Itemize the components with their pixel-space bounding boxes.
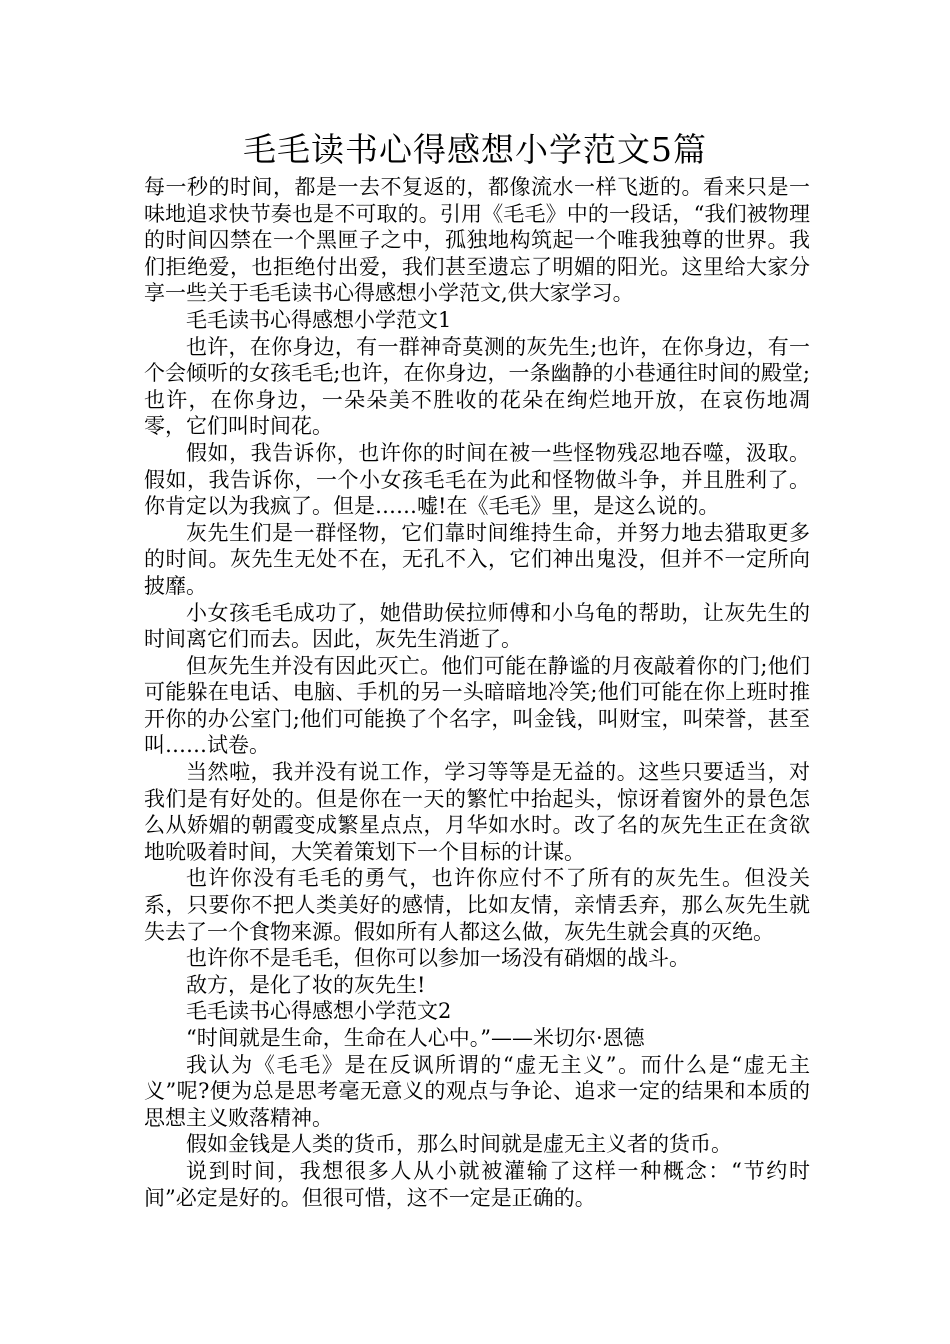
paragraph: 也许你不是毛毛，但你可以参加一场没有硝烟的战斗。 [186,946,690,971]
paragraph: 敌方，是化了妆的灰先生! [186,972,426,997]
paragraph: 灰先生们是一群怪物，它们靠时间维持生命，并努力地去猎取更多的时间。灰先生无处不在，无孔不入，它们神出鬼没，但并不一定所向披靡。 [144,520,810,598]
paragraph: 假如，我告诉你，也许你的时间在被一些怪物残忍地吞噬，汲取。假如，我告诉你，一个小女孩毛毛在为此和怪物做斗争，并且胜利了。你肯定以为我疯了。但是……嘘!在《毛毛》里，是这么说的。 [144,440,810,519]
paragraph: 假如金钱是人类的货币，那么时间就是虚无主义者的货币。 [186,1132,732,1157]
paragraph: 当然啦，我并没有说工作，学习等等是无益的。这些只要适当，对我们是有好处的。但是你在一天的繁忙中抬起头，惊讶着窗外的景色怎么从娇媚的朝霞变成繁星点点，月华如水时。改了名的灰先生正在贪欲地吮吸着时间，大笑着策划下一个目标的计谋。 [144,760,810,864]
paragraph: 但灰先生并没有因此灭亡。他们可能在静谧的月夜敲着你的门;他们可能躲在电话、电脑、手机的另一头暗暗地冷笑;他们可能在你上班时推开你的办公室门;他们可能换了个名字，叫金钱，叫财宝，叫荣誉，甚至叫……试卷。 [144,653,810,758]
paragraph-intro: 每一秒的时间，都是一去不复返的，都像流水一样飞逝的。看来只是一味地追求快节奏也是不可取的。引用《毛毛》中的一段话，“我们被物理的时间囚禁在一个黑匣子之中，孤独地构筑起一个唯我独尊的世界。我们拒绝爱，也拒绝付出爱，我们甚至遗忘了明媚的阳光。这里给大家分享一些关于毛毛读书心得感想小学范文,供大家学习。 [144,175,810,306]
section-heading-1: 毛毛读书心得感想小学范文1 [186,307,452,332]
paragraph: 也许，在你身边，有一群神奇莫测的灰先生;也许，在你身边，有一个会倾听的女孩毛毛;也许，在你身边，一条幽静的小巷通往时间的殿堂;也许，在你身边，一朵朵美不胜收的花朵在绚烂地开放，在哀伤地凋零，它们叫时间花。 [144,334,810,439]
document-body [144,174,810,1211]
paragraph: 小女孩毛毛成功了，她借助侯拉师傅和小乌龟的帮助，让灰先生的时间离它们而去。因此，灰先生消逝了。 [144,600,810,652]
document-title: 毛毛读书心得感想小学范文5篇 [243,130,707,169]
paragraph: 说到时间，我想很多人从小就被灌输了这样一种概念：“节约时间”必定是好的。但很可惜，这不一定是正确的。 [144,1158,810,1210]
paragraph: 我认为《毛毛》是在反讽所谓的“虚无主义”。而什么是“虚无主义”呢?便为总是思考毫无意义的观点与争论、追求一定的结果和本质的思想主义败落精神。 [144,1052,810,1130]
quote-paragraph: “时间就是生命，生命在人心中。”——米切尔·恩德 [186,1026,645,1050]
section-heading-2: 毛毛读书心得感想小学范文2 [186,999,452,1024]
paragraph: 也许你没有毛毛的勇气，也许你应付不了所有的灰先生。但没关系，只要你不把人类美好的感情，比如友情，亲情丢弃，那么灰先生就失去了一个食物来源。假如所有人都这么做，灰先生就会真的灭绝。 [144,866,810,944]
